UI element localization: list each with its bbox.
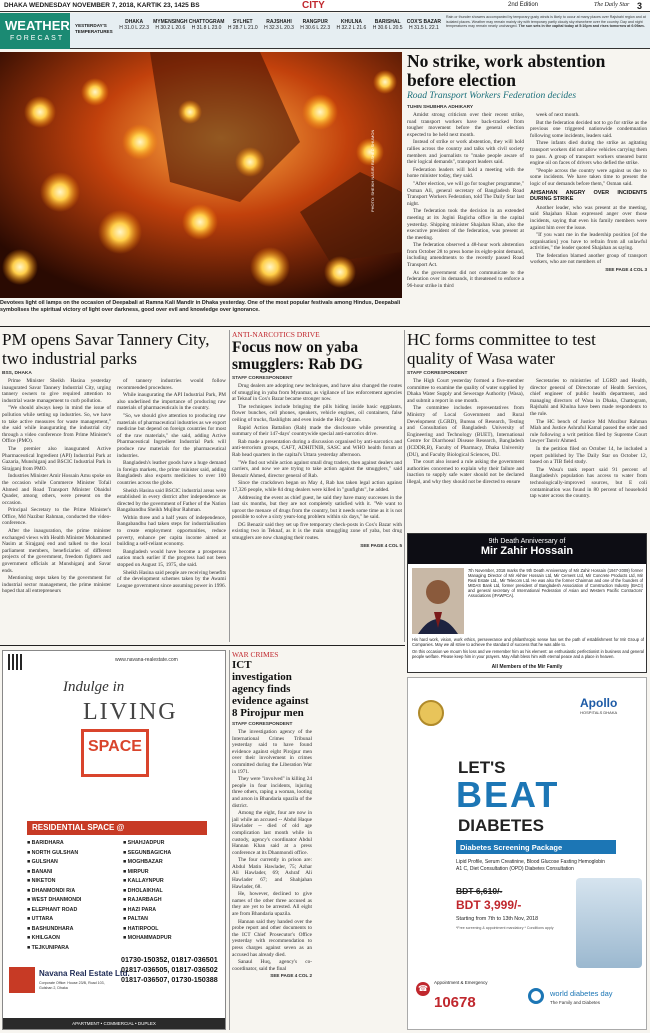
location-item: ■ DHOLAIKHAL — [123, 887, 163, 894]
location-item: ■ UTTARA — [27, 916, 54, 922]
wdd-subtitle: The Family and Diabetes — [550, 1000, 601, 1005]
old-price: BDT 6,610/- — [456, 886, 503, 896]
wasa-col2: Secretaries to ministries of LGRD and Health, director general of Directorate of Health Services, chief engineer of public health department, and managing directors of Wasa in Dhaka, Chattogram, Rajshahi and Khulna have been made respondents to the rule. The HC bench of Justice Md Mozibur Rahman Miah and Justice Ashraful Kamal passed the order and rule following a writ petition filed by Supreme Court lawyer Tanvir Ahmed. In the petition filed on October 14, he included a report published by The Daily Star on October 12, based on a TIB field study. The Wasa's tank report said 91 percent of Bangladesh's population has access to water from technologically-improved sources, but E coli contamination was found in 80 percent of household tap water across the country. — [530, 378, 647, 500]
residential-banner: RESIDENTIAL SPACE @ — [27, 821, 207, 835]
deepabali-photo — [0, 52, 402, 298]
ict-kicker: WAR CRIMES — [232, 650, 279, 659]
portrait — [412, 568, 464, 634]
city-temp: DHAKA H 31.0 L 22.3 — [119, 19, 150, 31]
location-item: ■ BANANI — [27, 868, 53, 875]
column-rule — [404, 330, 405, 642]
wasa-headline: HC forms committee to test quality of Wasa water — [407, 330, 596, 368]
blank-space — [318, 650, 402, 980]
hotline-label: Appointment & Emergency — [434, 980, 488, 985]
city-temp: CHATTOGRAM H 31.8 L 23.0 — [188, 19, 225, 31]
ict-continued[interactable]: SEE PAGE 4 COL 2 — [270, 973, 312, 979]
location-item: ■ WEST DHANMONDI — [27, 897, 82, 903]
tribute-banner — [408, 534, 646, 564]
phone-line[interactable]: 01817-036507, 01730-150388 — [121, 975, 218, 984]
offer-dates: Starting from 7th to 13th Nov, 2018 — [456, 916, 539, 922]
navana-logo — [9, 967, 35, 993]
locations-left — [27, 839, 122, 953]
strike-continued[interactable]: SEE PAGE 4 COL 3 — [605, 267, 647, 273]
apollo-ad — [407, 677, 647, 1030]
hotline-number[interactable]: 10678 — [434, 994, 476, 1011]
diabetes-text: DIABETES — [458, 816, 544, 835]
location-item: ■ KHILGAON — [27, 935, 60, 941]
ict-headline: ICT investigation agency finds evidence against 8 Pirojpur men — [232, 659, 309, 719]
tribute-name: Mir Zahir Hossain — [480, 545, 574, 557]
tribute-text-2: His hard work, vision, work ethics, perseverance and philanthropic sense has set the path of establishment for Mir Group of Companies. May we all strive to achieve the standard of success that he was able to. — [412, 637, 644, 648]
tannery-col2: of tannery industries would follow recommended procedures. While inaugurating the API Industrial Park, PM also underlined the importance of producing raw materials of pharmaceuticals in the country. "So, we should give attention to producing raw materials of pharmaceutical industries as we export medicine but depend on foreign countries for most of the raw materials," she said, adding Active Pharmaceutical Ingredient Industrial Park will produce raw materials for the pharmaceutical industries. Bangladesh's leather goods have a huge demand in foreign markets, the prime minister said, adding Bangladesh also exports medicines to over 100 countries across the globe. Sheikh Hasina said BSCIC industrial areas were established in every district after independence as directed by the government of Father of the Nation Bangabandhu Sheikh Mujibur Rahman. Within three and a half years of independence, Bangabandhu had taken steps for industrialisation to create employment opportunities, reduce poverty, enhance per capita income aimed at building a self-reliant economy. Bangladesh would have become a prosperous nation much earlier if the progress had not been stopped on August 15, 1975, she said. Sheikh Hasina said people are receiving benefits of the development schemes taken by the Awami League government since assuming power in 1996. — [117, 378, 226, 589]
location-item: ■ MIRPUR — [123, 868, 149, 875]
dateline: DHAKA WEDNESDAY NOVEMBER 7, 2018, KARTIK 23, 1425 BS — [4, 2, 200, 9]
navana-company: Navana Real Estate Ltd. — [39, 969, 130, 978]
tribute-text: 7th November, 2018 marks the 9th Death Anniversary of Mir Zahir Hossain (1947-2009) former Managing Director of Mir Akhter Hossain Ltd, Mir Cement Ltd, Mir Concrete Products Ltd, Mir Real Estate Ltd., Mir Telecom Ltd. He was also the former Chairman and one of the founders of MIDAS Bank Ltd, former president of Bangladesh Association of Construction Industry (BACI) and general secretary of International Federation of Asian and Western Pacific Contractors' Associations (IFAWPCA). — [468, 568, 643, 599]
wasa-byline: STAFF CORRESPONDENT — [407, 371, 468, 376]
location-item: ■ PALTAN — [123, 916, 148, 922]
yaba-headline: Focus now on yaba smugglers: Rab DG — [232, 339, 363, 373]
location-item: ■ HATIRPOOL — [123, 925, 159, 932]
new-price: BDT 3,999/- — [456, 898, 522, 912]
yaba-byline: STAFF CORRESPONDENT — [232, 376, 293, 381]
package-items: Lipid Profile, Serum Creatinine, Blood Glucose Fasting Hemoglobin A1 C, Diet Consultation (OPD) Diabetes Consultation — [456, 859, 605, 872]
location-item: ■ BARIDHARA — [27, 840, 64, 846]
location-item: ■ MOGHBAZAR — [123, 859, 163, 865]
portrait-image — [412, 568, 464, 634]
strike-story — [407, 52, 647, 314]
strike-subheadline: Road Transport Workers Federation decides — [407, 91, 577, 101]
tribute-footer: All Members of the Mir Family — [491, 664, 563, 670]
city-temp: SYLHET H 28.7 L 21.0 — [227, 19, 258, 31]
strike-headline: No strike, work abstention before election — [407, 52, 606, 90]
page-number: 3 — [637, 1, 643, 11]
phone-icon: ☎ — [416, 982, 430, 996]
weather-title: WEATHER — [5, 18, 70, 33]
city-temp: MYMENSINGH H 30.2 L 20.6 — [153, 19, 188, 31]
package-title: Diabetes Screening Package — [456, 840, 616, 854]
city-temp: RANGPUR H 30.6 L 22.3 — [300, 19, 331, 31]
lamps-image — [0, 52, 402, 298]
location-item: ■ SHAHJADPUR — [123, 840, 165, 846]
locations-right — [123, 839, 218, 944]
wasa-col1: The High Court yesterday formed a five-member committee to examine the quality of water supplied by Dhaka Water Supply and Sewerage Authority (Wasa), and submit a report in one month. The committee includes representatives from Ministry of Local Government and Rural Development (LGRD), Bureau of Research, Testing and Consultation of Bangladesh University of Engineering and Technology (BUET), International Centre for Diarrhoeal Disease Research, Bangladesh (ICDDR,B), Faculty of Pharmacy, Dhaka University (DU), and Faculty Biological Sciences, DU. The court also issued a rule asking the government authorities concerned to explain why their failure and inaction to supply safe water should not be declared illegal, and why they should not be directed to ensure — [407, 378, 524, 485]
weather-bar — [0, 13, 650, 49]
location-item: ■ DHANMONDI R/A — [27, 887, 76, 894]
location-item: ■ GULSHAN — [27, 859, 58, 865]
strike-byline: TUHIN SHUBHRA ADHIKARY — [407, 105, 474, 110]
blue-circle-icon — [528, 988, 544, 1004]
navana-address: Corporate Office: House 23/B, Road 103, Gulshan 2, Dhaka — [39, 981, 105, 990]
navana-ad — [2, 650, 226, 1030]
indulge-text: Indulge in — [63, 679, 125, 695]
person-photo — [576, 878, 642, 968]
section-name: CITY — [302, 0, 325, 11]
strike-col1: Amidst strong criticism over their recent strike, road transport workers have back-tracked from tougher movement before the general election expected to be held next month. Instead of strike or work abstention, they will hold rallies across the country and talks with civil society members and journalists to "make people aware of their logical demands", transport leaders said. Federation leaders will hold a meeting with the home minister today, they said. "After election, we will go for tougher programme," Osman Ali, general secretary of Bangladesh Road Transport Workers Federation, told The Daily Star last night. The federation took the decision in an extended meeting at its Jogini Bagicha office in the capital yesterday. Shipping minister Shajahan Khan, also the executive president of the federation, was present at the meeting. The federation observed a 48-hour work abstention from October 28 to press home its eight-point demand, including amendments to the recently passed Road Transport Act. As the government did not communicate to the federation over its demands, it threatened to enforce a 96-hour strike in third — [407, 112, 524, 289]
strike-col2: week of next month. But the federation decided not to go for strike as the previous one triggered nationwide condemnation following some incidents, leaders said. Three infants died during the strike as agitating transport workers did not allow vehicles carrying them to pass. A group of transport workers smeared burnt engine oil on faces of drivers who defied the strike. "People across the country were against us due to some incidents. We have taken time to present the logic of our demands before them," Osman said. AHSAHAN ANGRY OVER INCIDENTS DURING STRIKE Another leader, who was present at the meeting, said Shajahan Khan expressed anger over those incidents, saying that even his family members were against him over the issue. "If you want me in the leadership position [of the organisation] you have to refrain from all unlawful activities," the leader quoted Shajahan as saying. The federation blamed another group of transport workers, who are not members of SEE PAGE 4 COL 3 — [530, 112, 647, 273]
city-temp: BARISHAL H 30.6 L 20.5 — [372, 19, 403, 31]
forecast-text: Rain or thunder showers accompanied by temporary gusty winds is likely to occur at many places over Rajshahi region and at isolated places. Weather may remain mainly dry with temporary partly cloudy sky elsewhere over the country. Day and night temperatures may remain nearly unchanged. — [446, 15, 646, 29]
sunset-text: The sun sets in the capital today at 5:16pm and rises tomorrow at 6:09am. — [518, 24, 645, 29]
column-rule — [229, 650, 230, 1030]
navana-tagline: APARTMENT • COMMERCIAL • DUPLEX — [3, 1018, 225, 1030]
edition: 2nd Edition — [508, 2, 539, 8]
paper-name: The Daily Star — [594, 2, 630, 8]
phone-line[interactable]: 01817-036505, 01817-036502 — [121, 965, 218, 974]
weather-logo — [0, 13, 70, 49]
phone-line[interactable]: 01730-150352, 01817-036501 — [121, 955, 218, 964]
ict-body: The investigation agency of the International Crimes Tribunal yesterday said to have found evidence against eight Pirojpur men over their involvement in crimes committed during the Liberation War in 1971. They were "involved" in killing 24 people in four incidents, injuring three others, raping a woman, looting and arson in Bhandaria upazila of the district. Among the eight, four are now in jail while an accused -- Abdul Haque Hawlader -- died of old age complication last month while in custody, agency's coordinator Abdul Hannan Khan said at a press conference at its Dhanmondi office. The four currently in prison are: Abdul Matin Hawlader, 75; Azhar Ali Hawlader, 69; Ashraf Ali Hawlader 67; and Shahjahan Hawlader, 68. He, however, declined to give names of the other three accused as they are yet to be arrested. All eight are from Bhandaria upazila. Hannan said they handed over the probe report and other documents to the ICT Chief Prosecutor's Office yesterday with recommendation to press charges against seven as an accused has already died. Sanaul Huq, agency's co-coordinator, said the final SEE PAGE 4 COL 2 — [232, 729, 312, 979]
column-rule — [229, 330, 230, 642]
navana-phones — [121, 955, 218, 985]
space-text: SPACE — [88, 738, 142, 755]
location-item: ■ NORTH GULSHAN — [27, 849, 79, 856]
lets-text: LET'S — [458, 758, 506, 777]
terms: *Free screening & appointment mandatory * Conditions apply — [456, 926, 554, 930]
apollo-sub: HOSPITALS DHAKA — [580, 710, 618, 715]
masthead-strip — [0, 0, 650, 12]
city-temp: KHULNA H 32.2 L 21.6 — [336, 19, 367, 31]
wasa-story — [407, 330, 647, 530]
yesterday-label: YESTERDAY'S TEMPERATURES — [75, 23, 113, 34]
yaba-continued[interactable]: SEE PAGE 4 COL 5 — [360, 542, 402, 548]
award-badge — [418, 700, 444, 726]
divider — [0, 326, 650, 327]
location-item: ■ TEJKUNIPARA — [27, 944, 69, 951]
living-text: LIVING — [83, 699, 178, 725]
apollo-logo — [580, 696, 617, 715]
apollo-name: Apollo — [580, 696, 618, 710]
photo-caption: Devotees light oil lamps on the occasion of Deepabali at Ramna Kali Mandir in Dhaka yesterday. One of the most popular festivals among Hindus, Deepabali symbolises the spiritual victory of light over darkness, good over evil and knowledge over ignorance. — [0, 300, 401, 313]
space-graphic — [81, 729, 149, 777]
beat-text: BEAT — [456, 774, 560, 815]
location-item: ■ MOHAMMADPUR — [123, 935, 172, 941]
yaba-kicker: ANTI-NARCOTICS DRIVE — [232, 330, 320, 339]
wdd-logo — [528, 984, 640, 1020]
tribute-ad — [407, 533, 647, 673]
city-temp: RAJSHAHI H 32.3 L 20.3 — [264, 19, 294, 31]
tribute-anniversary: 9th Death Anniversary of — [488, 538, 566, 545]
divider — [0, 645, 405, 646]
weather-cities — [116, 19, 442, 45]
tribute-text-3: On this occasion we mourn his loss and we remember him as his element: an enthusiastic perfectionist in business and general people welfare. Please keep him in your prayers. May Allah bless him with eternal peace and a place in heaven. — [412, 649, 644, 660]
location-item: ■ NIKETON — [27, 878, 56, 884]
navana-website[interactable]: www.navana-realestate.com — [115, 657, 178, 663]
location-item: ■ KALLAYNPUR — [123, 878, 164, 884]
weather-subtitle: FORECAST — [10, 35, 65, 42]
location-item: ■ SEGUNBAGICHA — [123, 849, 172, 856]
ict-byline: STAFF CORRESPONDENT — [232, 722, 293, 727]
location-item: ■ BASHUNDHARA — [27, 925, 74, 932]
wdd-title: world diabetes day — [550, 989, 613, 998]
location-item: ■ RAJARBAGH — [123, 897, 162, 903]
location-item: ■ HAZI PARA — [123, 906, 157, 913]
photo-credit: PHOTO: SHEIKH NASIR/ RASHED SHUMON — [370, 129, 375, 212]
strike-crosshead: AHSAHAN ANGRY OVER INCIDENTS DURING STRIKE — [530, 189, 647, 203]
hotline-badge — [416, 978, 510, 1022]
ict-story — [232, 650, 402, 1030]
qr-code — [8, 654, 24, 670]
yaba-body: Drug dealers are adopting new techniques, and have also changed the routes of smuggling in yaba from Myanmar, as vigilance of law enforcement agencies at Teknaf in Cox's Bazar became stronger now. The techniques include bringing the pills hiding inside basic eggplants, flower bunches, cell phones, speakers, vehicle engines, oil containers, false ceiling of trucks, flashlights and even inside the Holy Quran. Rapid Action Battalion (Rab) made the disclosure while presenting a summary of their 147-days' countrywide special anti-narcotics drive. Rab made a presentation during a discussion organised by anti-narcotics and anti-terrorism groups, CAFT, ADHITNIR, SASC and WHO health forum at Rab head quarters in the capital's Uttara yesterday afternoon. "We find out while action against small drug traders, then against dealers and carriers, and now we are trying to take action against the smugglers," said Benazir Ahmed, director general of Rab. Since the crackdown began on May 4, Rab has taken legal action against 17,326 people, while 84 drug dealers were killed in "gunfights", he added. Addressing the event as chief guest, he said they have many successes in the last six months, but they are not completely satisfied with it. "We want to uproot the menace of drugs from the country, but it needs some time as it is not possible to solve a sixty years-long problem within six days," he said. DG Benazir said they set up five temporary check-posts in Cox's Bazar with existing two in Teknaf, as it is the main smuggling zone of yaba, but drug smugglers are now changing their routes. SEE PAGE 4 COL 5 — [232, 383, 402, 548]
tannery-story — [2, 330, 226, 642]
weather-forecast — [446, 15, 646, 47]
yaba-story — [232, 330, 402, 642]
tannery-headline: PM opens Savar Tannery City, two industrial parks — [2, 330, 210, 368]
tannery-byline: BSS, DHAKA — [2, 371, 32, 376]
tannery-col1: Prime Minister Sheikh Hasina yesterday inaugurated Savar Tannery Industrial City, urging tannery owners to give required attention to industrial waste management to curb pollution. "We should always keep in mind the issue of pollution while setting up industries. So, we have to take active measures for waste management," she said while inaugurating the industrial city through a video conference from Prime Minister's Office (PMO). The premier also inaugurated Active Pharmaceutical Ingredient (API) Industrial Park at Gazaria, Munshiganj and BSCIC Industrial Park in Sirajganj from PMO. Industries Minister Amir Hossain Amu spoke on the occasion while Commerce Minister Tofail Ahmed and Road Transport Minister Obaidul Quader, among others, were present on the occasion. Principal Secretary to the Prime Minister's Office, Md Nazibur Rahman, conducted the video-conference. After the inauguration, the prime minister exchanged views with Health Minister Mohammed Nasim at Sirajganj end and talked to the local parliament members, beneficiaries of different projects of the government, freedom fighters and government officials at Munshiganj and Savar ends. Mentioning steps taken by the government for industrial sector management, the prime minister hoped that all entrepreneurs — [2, 378, 111, 595]
location-item: ■ ELEPHANT ROAD — [27, 906, 78, 913]
city-temp: COX'S BAZAR H 31.5 L 22.1 — [406, 19, 441, 31]
